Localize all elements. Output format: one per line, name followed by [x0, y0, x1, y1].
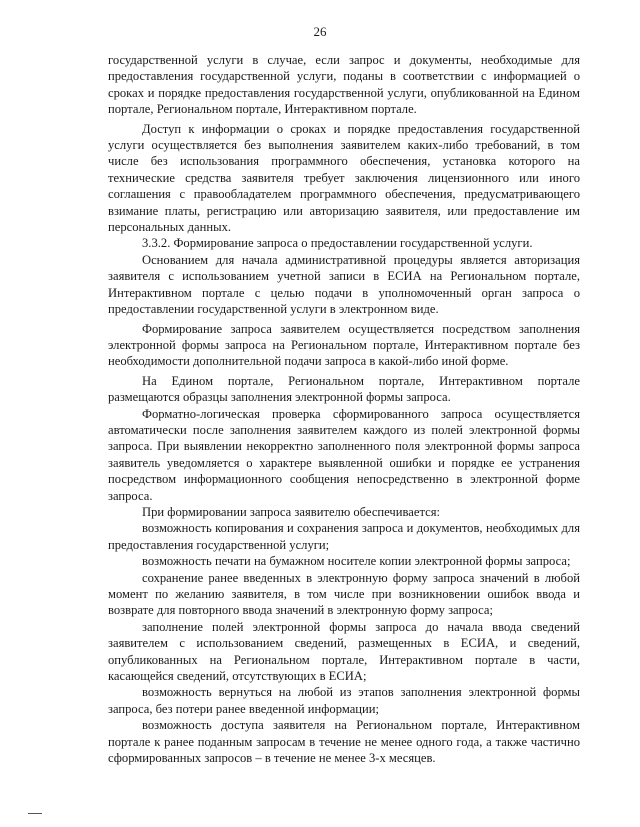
page-number: 26 [313, 24, 327, 39]
paragraph: На Едином портале, Региональном портале, Интерактивном портале размещаются образцы заполнения электронной формы запроса. [108, 373, 580, 405]
list-item: возможность доступа заявителя на Региональном портале, Интерактивном портале к ранее поданным запросам в течение не менее одного года, а также частично сформированных запросов – в течение не менее 3-х месяцев. [108, 718, 580, 766]
section-heading: 3.3.2. Формирование запроса о предоставлении государственной услуги. [142, 236, 533, 251]
footer-mark [28, 813, 42, 814]
list-item: возможность печати на бумажном носителе копии электронной формы запроса; [142, 554, 571, 569]
list-item: заполнение полей электронной формы запроса до начала ввода сведений заявителем с использованием сведений, размещенных в ЕСИА, и сведений, опубликованных на Региональном портале, Интерактивном портале в части, касающейся сведений, отсутствующих в ЕСИА; [108, 619, 580, 684]
list-item: сохранение ранее введенных в электронную форму запроса значений в любой момент по желанию заявителя, в том числе при возникновении ошибок ввода и возврате для повторного ввода значений в электронную форму запроса; [108, 570, 580, 618]
paragraph: государственной услуги в случае, если запрос и документы, необходимые для предоставления государственной услуги, поданы в соответствии с информацией о сроках и порядке предоставления государственной услуги, опубликованной на Едином портале, Региональном портале, Интерактивном портале. [108, 53, 580, 117]
list-item: возможность вернуться на любой из этапов заполнения электронной формы запроса, без потери ранее введенной информации; [108, 685, 580, 716]
paragraph: Основанием для начала административной процедуры является авторизация заявителя с использованием учетной записи в ЕСИА на Региональном портале, Интерактивном портале с целью подачи в уполномоченный орган запроса о предоставлении государственной услуги в электронном виде. [108, 252, 580, 317]
paragraph: Доступ к информации о сроках и порядке предоставления государственной услуги осуществляется без выполнения заявителем каких-либо требований, в том числе без использования программного обеспечения, установка которого на технические средства заявителя требует заключения лицензионного или иного соглашения с правообладателем программного обеспечения, предусматривающего взимание платы, регистрацию или авторизацию заявителя, или предоставление им персональных данных. [108, 121, 580, 235]
paragraph: Формирование запроса заявителем осуществляется посредством заполнения электронной формы запроса на Региональном портале, Интерактивном портале без необходимости дополнительной подачи запроса в какой-либо иной форме. [108, 321, 580, 369]
paragraph: При формировании запроса заявителю обеспечивается: [142, 504, 441, 519]
document-body [108, 52, 580, 766]
list-item: возможность копирования и сохранения запроса и документов, необходимых для предоставления государственной услуги; [108, 521, 580, 552]
paragraph: Форматно-логическая проверка сформированного запроса осуществляется автоматически после заполнения заявителем каждого из полей электронной формы запроса. При выявлении некорректно заполненного поля электронной формы запроса заявитель уведомляется о характере выявленной ошибки и порядке ее устранения посредством информационного сообщения непосредственно в электронной форме запроса. [108, 406, 580, 503]
